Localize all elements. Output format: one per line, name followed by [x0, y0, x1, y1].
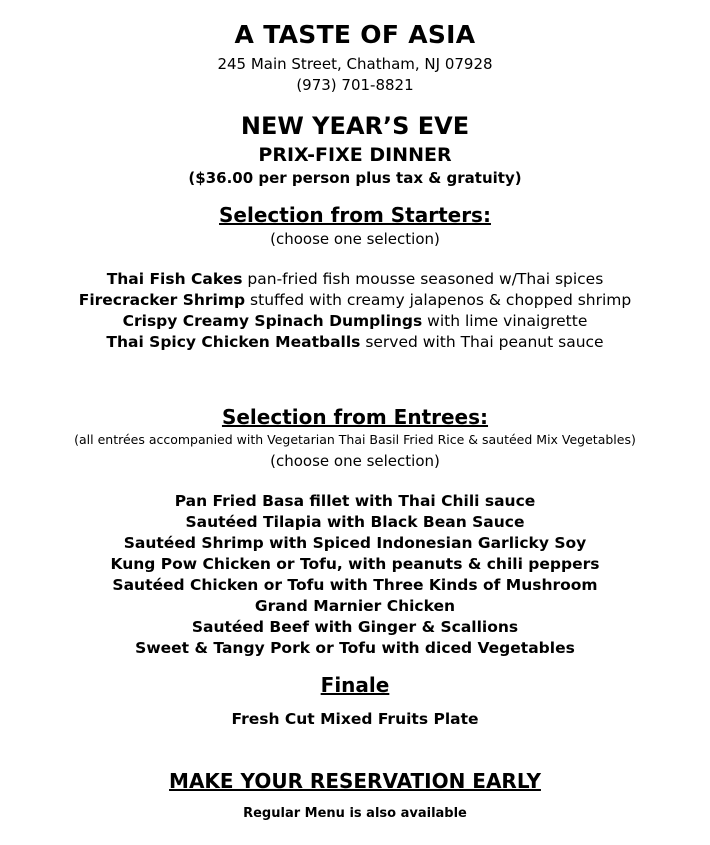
starter-name: Thai Fish Cakes [106, 270, 243, 288]
starter-name: Crispy Creamy Spinach Dumplings [122, 312, 423, 330]
entree-item: Sweet & Tangy Pork or Tofu with diced Vegetables [135, 639, 575, 657]
entree-item: Sautéed Shrimp with Spiced Indonesian Garlicky Soy [123, 534, 587, 552]
finale-item: Fresh Cut Mixed Fruits Plate [231, 710, 479, 728]
entree-item: Sautéed Tilapia with Black Bean Sauce [185, 513, 525, 531]
finale-heading: Finale [320, 673, 390, 697]
entrees-heading: Selection from Entrees: [221, 405, 489, 429]
starter-item [0, 291, 710, 309]
event-subtitle: PRIX-FIXE DINNER [258, 144, 452, 166]
price-note: ($36.00 per person plus tax & gratuity) [188, 169, 522, 187]
regular-menu-note: Regular Menu is also available [243, 806, 467, 821]
starter-desc: pan-fried fish mousse seasoned w/Thai spices [242, 270, 604, 288]
entree-item: Sautéed Chicken or Tofu with Three Kinds of Mushroom [112, 576, 598, 594]
event-title: NEW YEAR’S EVE [240, 112, 470, 140]
entree-item: Kung Pow Chicken or Tofu, with peanuts & chili peppers [110, 555, 600, 573]
restaurant-phone: (973) 701-8821 [296, 76, 414, 94]
restaurant-name: A TASTE OF ASIA [234, 20, 476, 49]
restaurant-address: 245 Main Street, Chatham, NJ 07928 [217, 55, 493, 73]
entrees-note: (all entrées accompanied with Vegetarian Thai Basil Fried Rice & sautéed Mix Vegetables) [74, 432, 636, 447]
starter-item [0, 312, 710, 330]
entree-item: Grand Marnier Chicken [254, 597, 456, 615]
entree-item: Sautéed Beef with Ginger & Scallions [191, 618, 519, 636]
entrees-instruction: (choose one selection) [270, 452, 440, 470]
starter-name: Firecracker Shrimp [78, 291, 246, 309]
starter-name: Thai Spicy Chicken Meatballs [106, 333, 361, 351]
starter-item [0, 333, 710, 351]
starters-instruction: (choose one selection) [270, 230, 440, 248]
starter-item [0, 270, 710, 288]
starter-desc: with lime vinaigrette [422, 312, 588, 330]
starters-heading: Selection from Starters: [219, 203, 491, 227]
reservation-notice: MAKE YOUR RESERVATION EARLY [169, 769, 541, 793]
starter-desc: stuffed with creamy jalapenos & chopped shrimp [245, 291, 632, 309]
entree-item: Pan Fried Basa fillet with Thai Chili sauce [174, 492, 536, 510]
starter-desc: served with Thai peanut sauce [360, 333, 604, 351]
